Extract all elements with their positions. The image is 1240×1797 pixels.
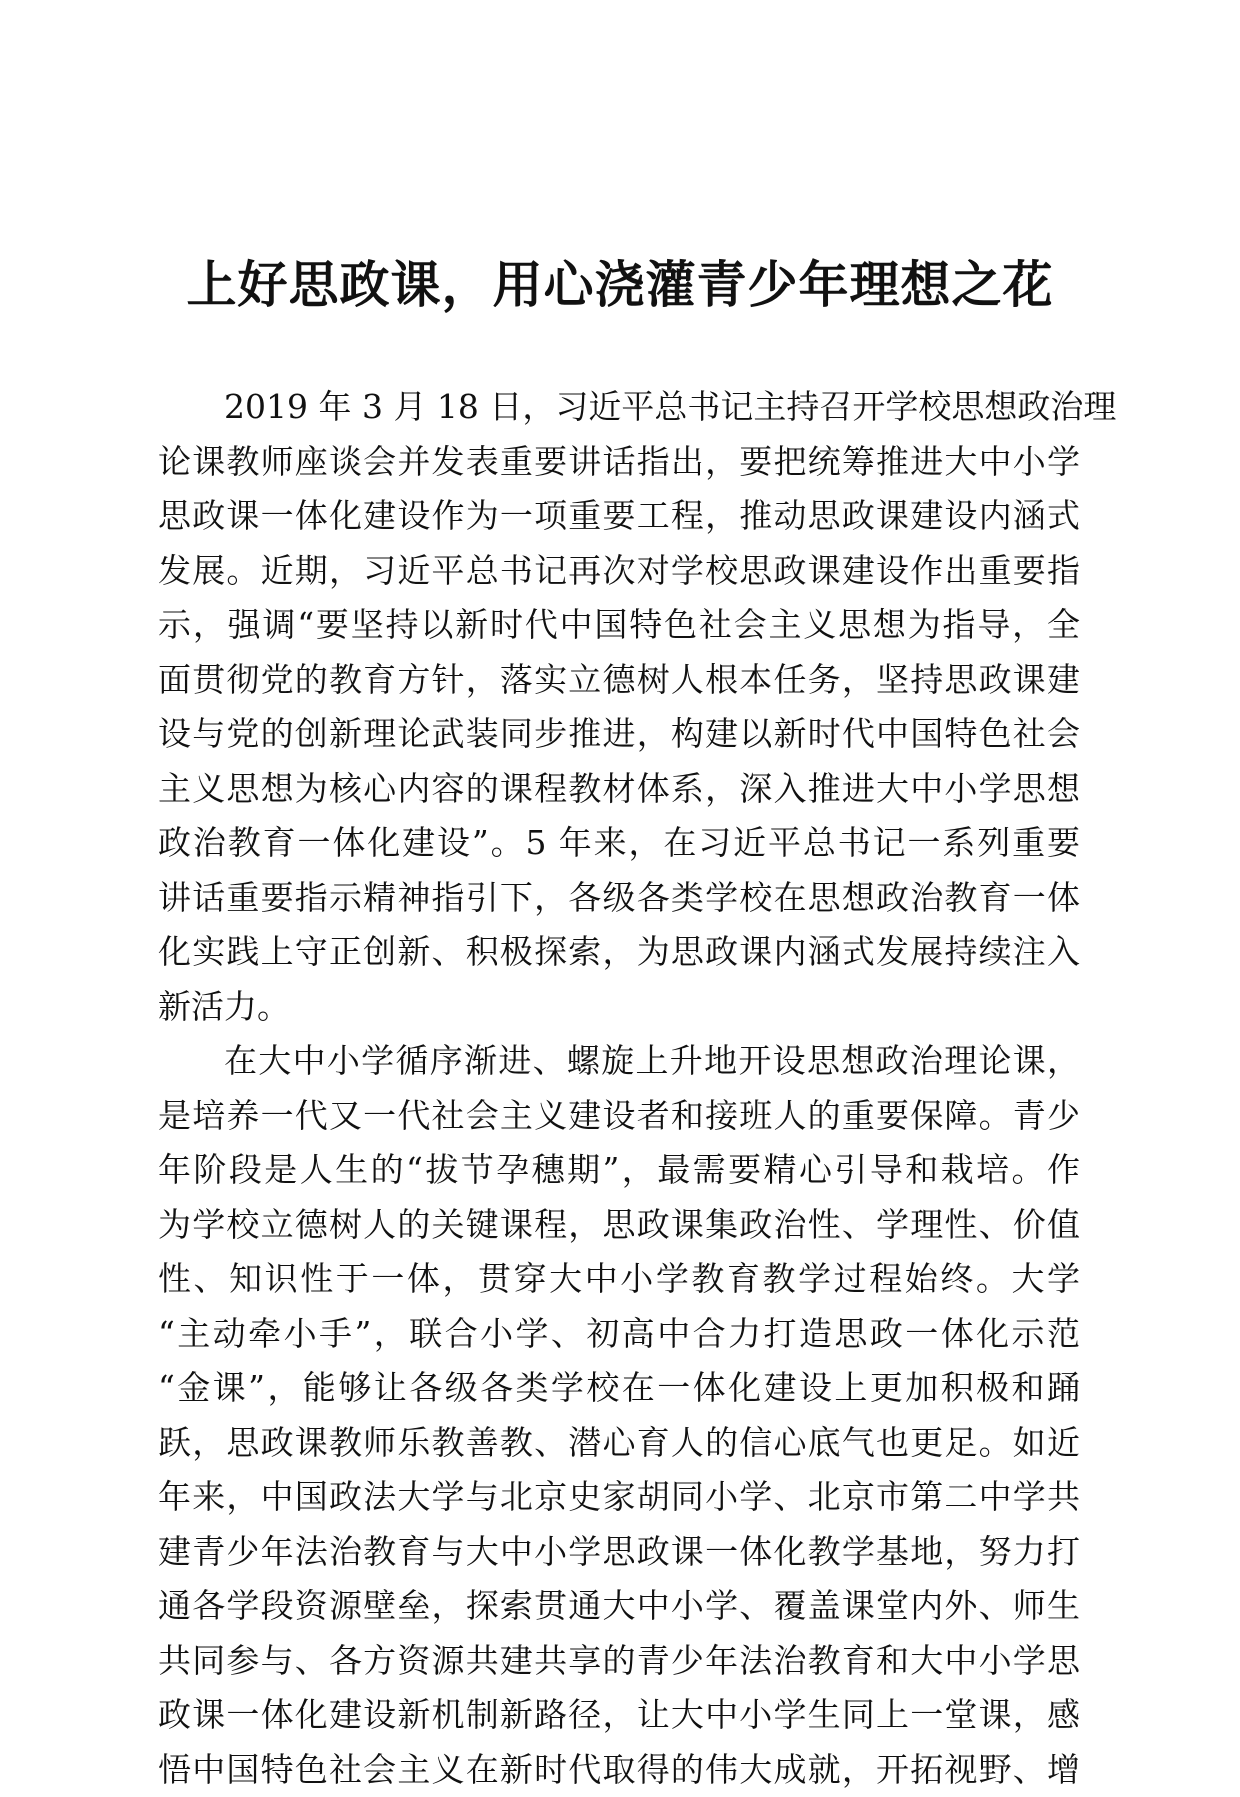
text-line: “金课”，能够让各级各类学校在一体化建设上更加积极和踊: [158, 1361, 1080, 1416]
text-line: 性、知识性于一体，贯穿大中小学教育教学过程始终。大学: [158, 1252, 1080, 1307]
text-line: 为学校立德树人的关键课程，思政课集政治性、学理性、价值: [158, 1198, 1080, 1253]
text-line: 主义思想为核心内容的课程教材体系，深入推进大中小学思想: [158, 762, 1080, 817]
text-line: 悟中国特色社会主义在新时代取得的伟大成就，开拓视野、增: [158, 1743, 1080, 1797]
text-line: 讲话重要指示精神指引下，各级各类学校在思想政治教育一体: [158, 871, 1080, 926]
text-line: 政治教育一体化建设”。5 年来，在习近平总书记一系列重要: [158, 816, 1080, 871]
text-line: 在大中小学循序渐进、螺旋上升地开设思想政治理论课，: [158, 1034, 1080, 1089]
text-line: 示，强调“要坚持以新时代中国特色社会主义思想为指导，全: [158, 598, 1080, 653]
text-line: 面贯彻党的教育方针，落实立德树人根本任务，坚持思政课建: [158, 653, 1080, 708]
text-line: 通各学段资源壁垒，探索贯通大中小学、覆盖课堂内外、师生: [158, 1579, 1080, 1634]
text-line: 新活力。: [158, 980, 1080, 1035]
text-line: 设与党的创新理论武装同步推进，构建以新时代中国特色社会: [158, 707, 1080, 762]
paragraph-2: [158, 1034, 1080, 1797]
text-line: 共同参与、各方资源共建共享的青少年法治教育和大中小学思: [158, 1634, 1080, 1689]
text-line: “主动牵小手”，联合小学、初高中合力打造思政一体化示范: [158, 1307, 1080, 1362]
text-line: 2019 年 3 月 18 日，习近平总书记主持召开学校思想政治理: [158, 380, 1080, 435]
text-line: 论课教师座谈会并发表重要讲话指出，要把统筹推进大中小学: [158, 435, 1080, 490]
text-line: 化实践上守正创新、积极探索，为思政课内涵式发展持续注入: [158, 925, 1080, 980]
text-line: 年来，中国政法大学与北京史家胡同小学、北京市第二中学共: [158, 1470, 1080, 1525]
text-line: 跃，思政课教师乐教善教、潜心育人的信心底气也更足。如近: [158, 1416, 1080, 1471]
article-body: [158, 380, 1080, 1797]
text-line: 政课一体化建设新机制新路径，让大中小学生同上一堂课，感: [158, 1688, 1080, 1743]
text-line: 思政课一体化建设作为一项重要工程，推动思政课建设内涵式: [158, 489, 1080, 544]
paragraph-1: [158, 380, 1080, 1034]
page-title: 上好思政课，用心浇灌青少年理想之花: [0, 255, 1240, 315]
text-line: 发展。近期，习近平总书记再次对学校思政课建设作出重要指: [158, 544, 1080, 599]
text-line: 年阶段是人生的“拔节孕穗期”，最需要精心引导和栽培。作: [158, 1143, 1080, 1198]
text-line: 是培养一代又一代社会主义建设者和接班人的重要保障。青少: [158, 1089, 1080, 1144]
text-line: 建青少年法治教育与大中小学思政课一体化教学基地，努力打: [158, 1525, 1080, 1580]
